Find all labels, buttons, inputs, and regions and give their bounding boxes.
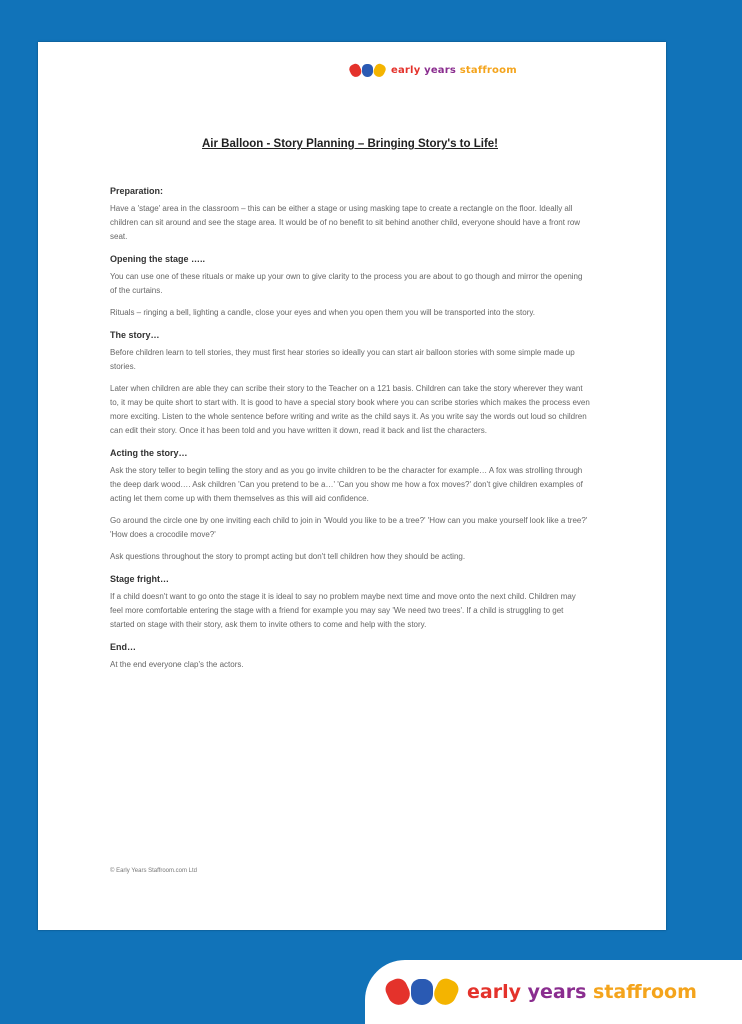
paragraph: If a child doesn't want to go onto the stage it is ideal to say no problem maybe next time and move onto the next child. Children may feel more comfortable entering the stage with a friend for example you may say 'We need two trees'. If a child is struggling to get started on stage with their story, ask them to invite others to come and help with the story. [110, 592, 576, 629]
paragraph: Later when children are able they can scribe their story to the Teacher on a 121 basis. Children can take the story wherever they want to, it may be quite short to start with. It is good to have a special story book where you can scribe stories which makes the process even more exciting. Listen to the whole sentence before writing and write as the child says it. As you write say the words out loud so children can edit their story. Once it has been told and you have written it down, read it back and list the characters. [110, 384, 590, 435]
brand-logo [365, 960, 742, 1024]
document-title: Air Balloon - Story Planning – Bringing Story's to Life! [202, 138, 498, 150]
paragraph: Ask questions throughout the story to prompt acting but don't tell children how they should be acting. [110, 552, 466, 561]
copyright-footer: © Early Years Staffroom.com Ltd [110, 868, 198, 874]
handprints-icon [387, 979, 457, 1005]
section-heading: Stage fright… [110, 574, 170, 584]
paragraph: At the end everyone clap's the actors. [110, 660, 244, 669]
paragraph: Ask the story teller to begin telling the story and as you go invite children to be the character for example… A fox was strolling through the deep dark wood…. Ask children 'Can you pretend to be a…' 'Can you show me how a fox moves?' don't give children examples of acting let them come up with them themselves as this will aid confidence. [110, 466, 583, 503]
document-page [38, 42, 666, 930]
section-stage-fright [110, 574, 590, 632]
header-logo [350, 64, 517, 77]
section-end [110, 642, 590, 672]
document-content [110, 186, 590, 672]
paragraph: Rituals – ringing a bell, lighting a candle, close your eyes and when you open them you will be transported into the story. [110, 308, 535, 317]
paragraph: Go around the circle one by one inviting each child to join in 'Would you like to be a tree?' 'How can you make yourself look like a tree?' 'How does a crocodile move?' [110, 516, 588, 539]
section-acting-the-story [110, 448, 590, 564]
brand-logo-text: early years staffroom [467, 981, 697, 1003]
section-preparation [110, 186, 590, 244]
section-heading: The story… [110, 330, 160, 340]
section-the-story [110, 330, 590, 438]
paragraph: You can use one of these rituals or make up your own to give clarity to the process you are about to go though and mirror the opening of the curtains. [110, 272, 583, 295]
paragraph: Have a 'stage' area in the classroom – this can be either a stage or using masking tape to create a rectangle on the floor. Ideally all children can sit around and see the stage area. It would be of no benefit to sit behind another child, everyone should have a front row seat. [110, 204, 581, 241]
section-heading: Acting the story… [110, 448, 188, 458]
paragraph: Before children learn to tell stories, they must first hear stories so ideally you can start air balloon stories with some simple made up stories. [110, 348, 575, 371]
section-heading: Preparation: [110, 186, 164, 196]
header-logo-text: early years staffroom [391, 65, 517, 76]
section-heading: Opening the stage ….. [110, 254, 206, 264]
section-heading: End… [110, 642, 136, 652]
handprints-icon [350, 64, 385, 77]
section-opening-the-stage [110, 254, 590, 320]
